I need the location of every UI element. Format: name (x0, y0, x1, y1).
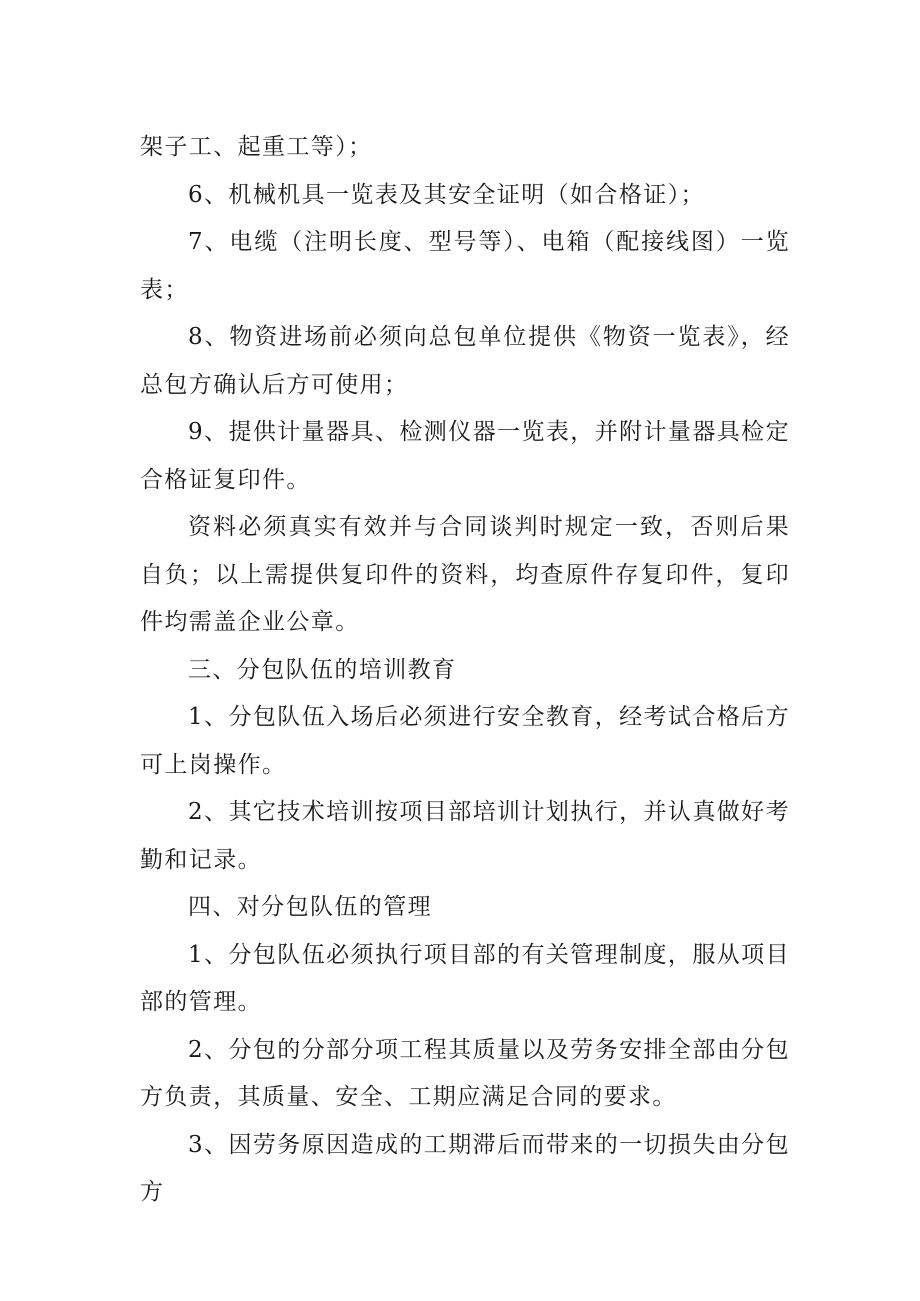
section-heading-3: 三、分包队伍的培训教育 (188, 656, 457, 683)
paragraph-1: 架子工、起重工等）； (140, 134, 373, 160)
paragraph-2: 6、机械机具一览表及其安全证明（如合格证）； (188, 181, 705, 208)
document-body (140, 124, 790, 1217)
paragraph-3: 7、电缆（注明长度、型号等）、电箱（配接线图）一览表； (140, 229, 790, 303)
paragraph-8: 1、分包队伍入场后必须进行安全教育，经考试合格后方可上岗操作。 (140, 704, 790, 778)
paragraph-6: 资料必须真实有效并与合同谈判时规定一致，否则后果自负；以上需提供复印件的资料，均查原件存复印件，复印件均需盖企业公章。 (140, 514, 790, 635)
section-heading-4: 四、对分包队伍的管理 (188, 894, 432, 920)
paragraph-9: 2、其它技术培训按项目部培训计划执行，并认真做好考勤和记录。 (140, 799, 790, 873)
paragraph-11: 1、分包队伍必须执行项目部的有关管理制度，服从项目部的管理。 (140, 941, 790, 1015)
paragraph-13: 3、因劳务原因造成的工期滞后而带来的一切损失由分包方 (140, 1131, 790, 1205)
paragraph-4: 8、物资进场前必须向总包单位提供《物资一览表》，经总包方确认后方可使用； (140, 324, 790, 398)
paragraph-5: 9、提供计量器具、检测仪器一览表，并附计量器具检定合格证复印件。 (140, 419, 790, 493)
paragraph-12: 2、分包的分部分项工程其质量以及劳务安排全部由分包方负责，其质量、安全、工期应满足合同的要求。 (140, 1036, 790, 1110)
